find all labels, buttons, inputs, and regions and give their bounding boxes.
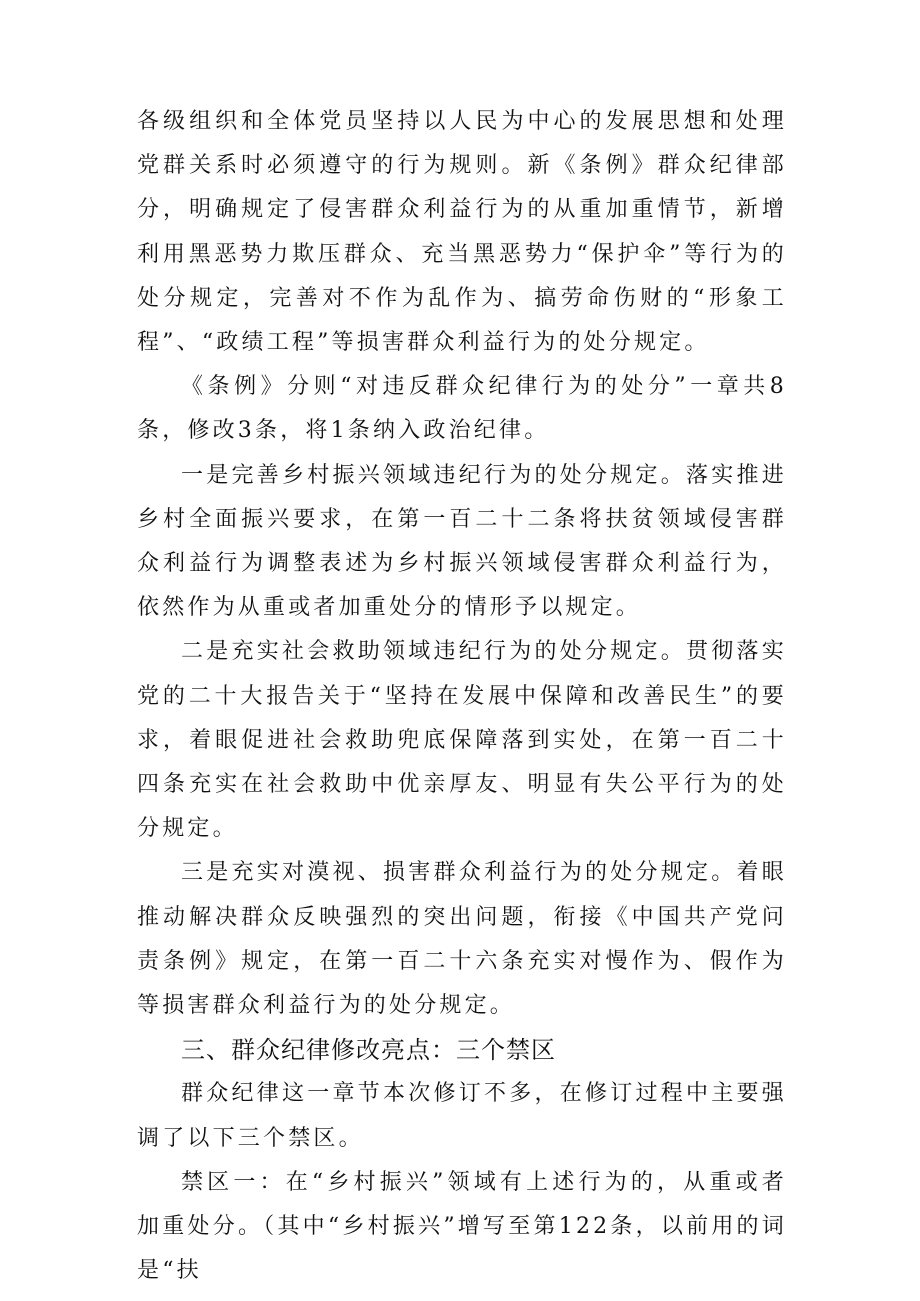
document-page [137,100,787,1293]
paragraph-chapter-summary: 《条例》分则“对违反群众纪律行为的处分”一章共8条，修改3条，将1条纳入政治纪律。 [137,374,787,444]
paragraph-intro-continuation: 各级组织和全体党员坚持以人民为中心的发展思想和处理党群关系时必须遵守的行为规则。新《条例》群众纪律部分，明确规定了侵害群众利益行为的从重加重情节，新增利用黑恶势力欺压群众、充当黑恶势力“保护伞”等行为的处分规定，完善对不作为乱作为、搞劳命伤财的“形象工程”、“政绩工程”等损害群众利益行为的处分规定。 [137,109,787,356]
paragraph-point-three: 三是充实对漠视、损害群众利益行为的处分规定。着眼推动解决群众反映强烈的突出问题，衔接《中国共产党问责条例》规定，在第一百二十六条充实对慢作为、假作为等损害群众利益行为的处分规定。 [137,860,787,1019]
paragraph-point-two: 二是充实社会救助领域违纪行为的处分规定。贯彻落实党的二十大报告关于“坚持在发展中保障和改善民生”的要求，着眼促进社会救助兜底保障落到实处，在第一百二十四条充实在社会救助中优亲厚友、明显有失公平行为的处分规定。 [137,639,787,842]
paragraph-point-one: 一是完善乡村振兴领域违纪行为的处分规定。落实推进乡村全面振兴要求，在第一百二十二条将扶贫领域侵害群众利益行为调整表述为乡村振兴领域侵害群众利益行为，依然作为从重或者加重处分的情形予以规定。 [137,462,787,621]
section-heading: 三、群众纪律修改亮点：三个禁区 [181,1036,556,1065]
paragraph-section-intro: 群众纪律这一章节本次修订不多，在修订过程中主要强调了以下三个禁区。 [137,1081,787,1151]
paragraph-forbidden-zone-one: 禁区一：在“乡村振兴”领域有上述行为的，从重或者加重处分。（其中“乡村振兴”增写至第122条，以前用的词是“扶 [137,1169,787,1284]
